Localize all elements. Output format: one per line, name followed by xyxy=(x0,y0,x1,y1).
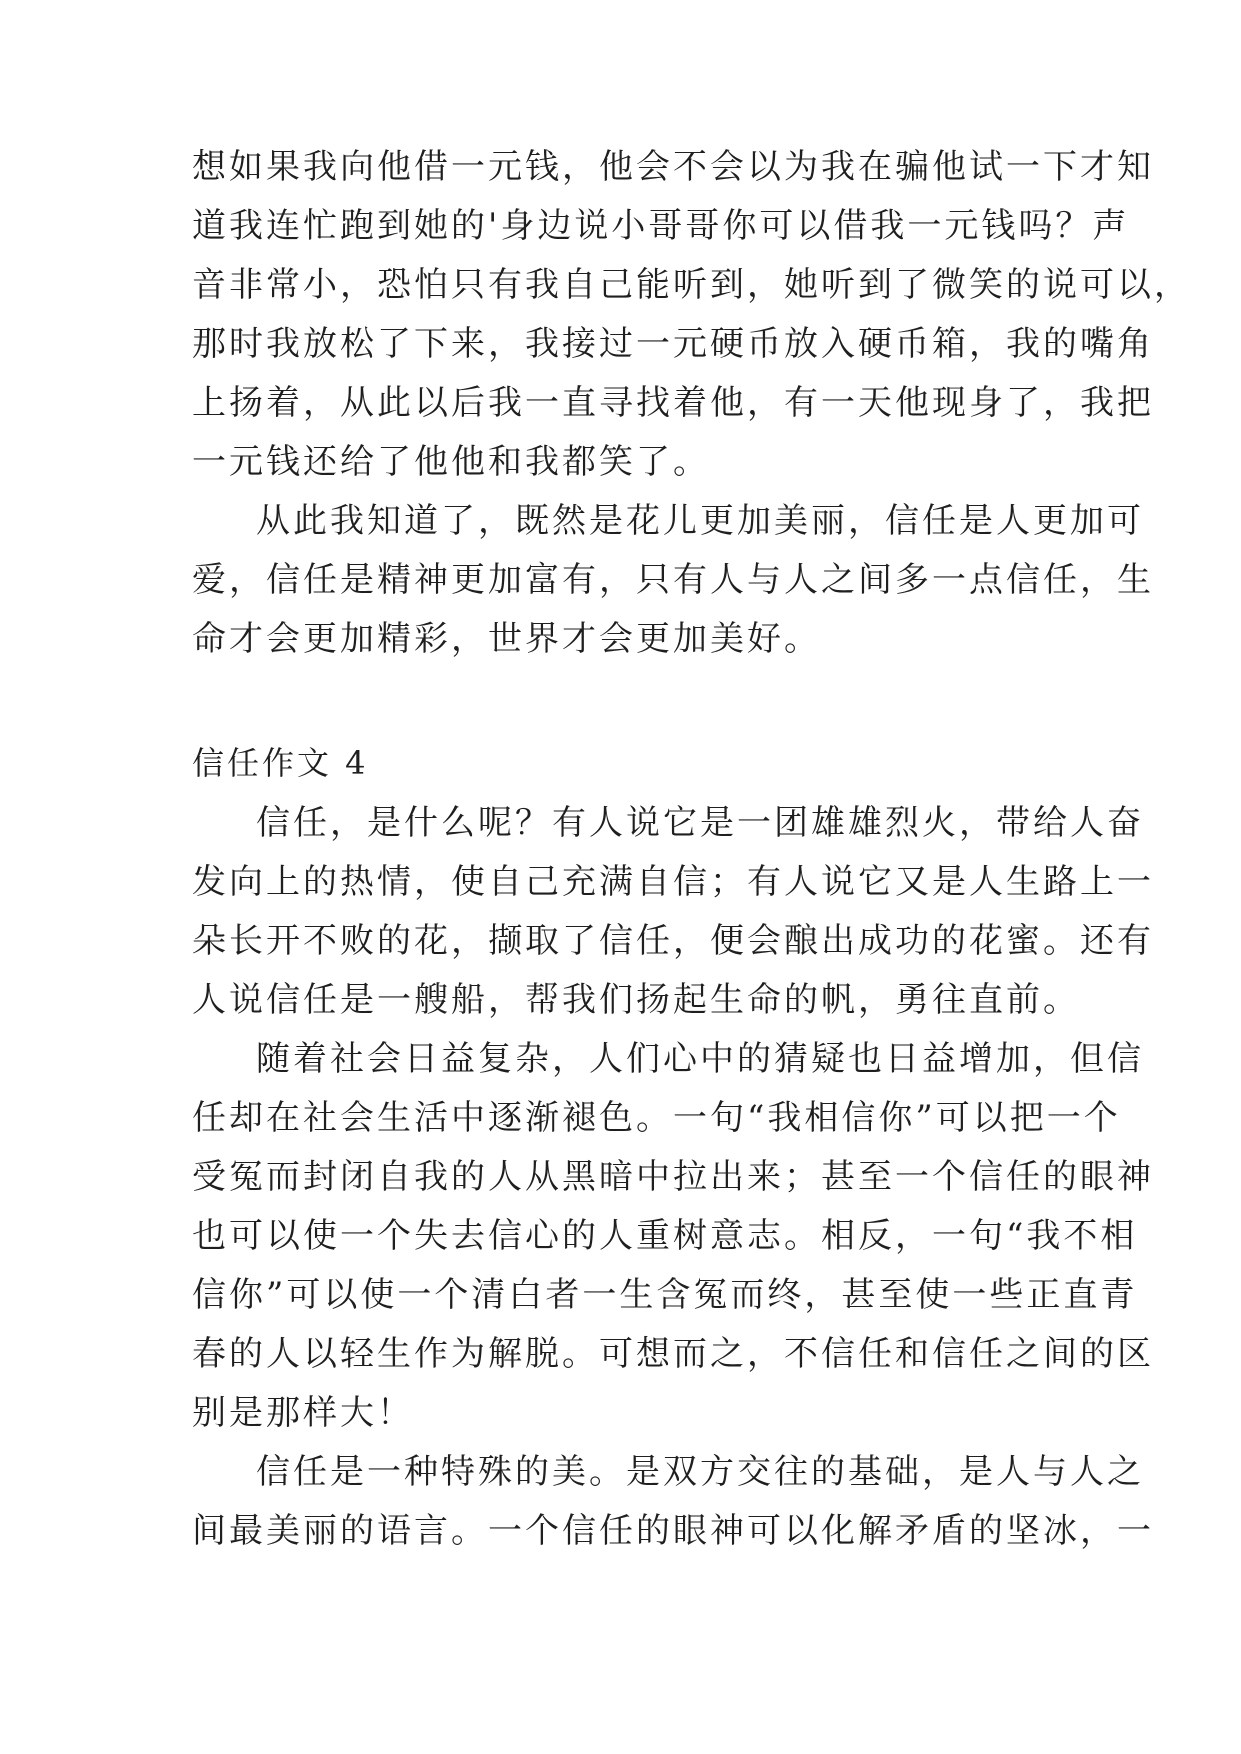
text-line: 那时我放松了下来，我接过一元硬币放入硬币箱，我的嘴角 xyxy=(192,324,1154,364)
text-line: 随着社会日益复杂，人们心中的猜疑也日益增加，但信 xyxy=(256,1039,1144,1079)
text-line: 上扬着，从此以后我一直寻找着他，有一天他现身了，我把 xyxy=(192,383,1154,423)
section-heading-block xyxy=(192,734,1062,793)
body-text-bottom xyxy=(192,794,1154,1561)
text-line: 信你”可以使一个清白者一生含冤而终，甚至使一些正直青 xyxy=(192,1275,1138,1315)
text-line: 想如果我向他借一元钱，他会不会以为我在骗他试一下才知 xyxy=(192,147,1154,187)
text-line: 朵长开不败的花，撷取了信任，便会酿出成功的花蜜。还有 xyxy=(192,921,1154,961)
text-line: 任却在社会生活中逐渐褪色。一句“我相信你”可以把一个 xyxy=(192,1098,1121,1138)
text-line: 爱，信任是精神更加富有，只有人与人之间多一点信任，生 xyxy=(192,560,1154,600)
text-line: 一元钱还给了他他和我都笑了。 xyxy=(192,442,710,482)
body-text-top xyxy=(192,138,1191,669)
section-title: 信任作文 4 xyxy=(192,744,369,782)
text-line: 春的人以轻生作为解脱。可想而之，不信任和信任之间的区 xyxy=(192,1334,1154,1374)
text-line: 音非常小，恐怕只有我自己能听到，她听到了微笑的说可以， xyxy=(192,265,1191,305)
text-line: 道我连忙跑到她的'身边说小哥哥你可以借我一元钱吗？声 xyxy=(192,206,1130,246)
text-line: 信任是一种特殊的美。是双方交往的基础，是人与人之 xyxy=(256,1452,1144,1492)
text-line: 间最美丽的语言。一个信任的眼神可以化解矛盾的坚冰，一 xyxy=(192,1511,1154,1551)
text-line: 发向上的热情，使自己充满自信；有人说它又是人生路上一 xyxy=(192,862,1154,902)
text-line: 受冤而封闭自我的人从黑暗中拉出来；甚至一个信任的眼神 xyxy=(192,1157,1154,1197)
text-line: 人说信任是一艘船，帮我们扬起生命的帆，勇往直前。 xyxy=(192,980,1080,1020)
text-line: 信任，是什么呢？有人说它是一团雄雄烈火，带给人奋 xyxy=(256,803,1144,843)
text-line: 命才会更加精彩，世界才会更加美好。 xyxy=(192,619,821,659)
text-line: 别是那样大！ xyxy=(192,1393,414,1433)
text-line: 从此我知道了，既然是花儿更加美丽，信任是人更加可 xyxy=(256,501,1144,541)
text-line: 也可以使一个失去信心的人重树意志。相反，一句“我不相 xyxy=(192,1216,1138,1256)
